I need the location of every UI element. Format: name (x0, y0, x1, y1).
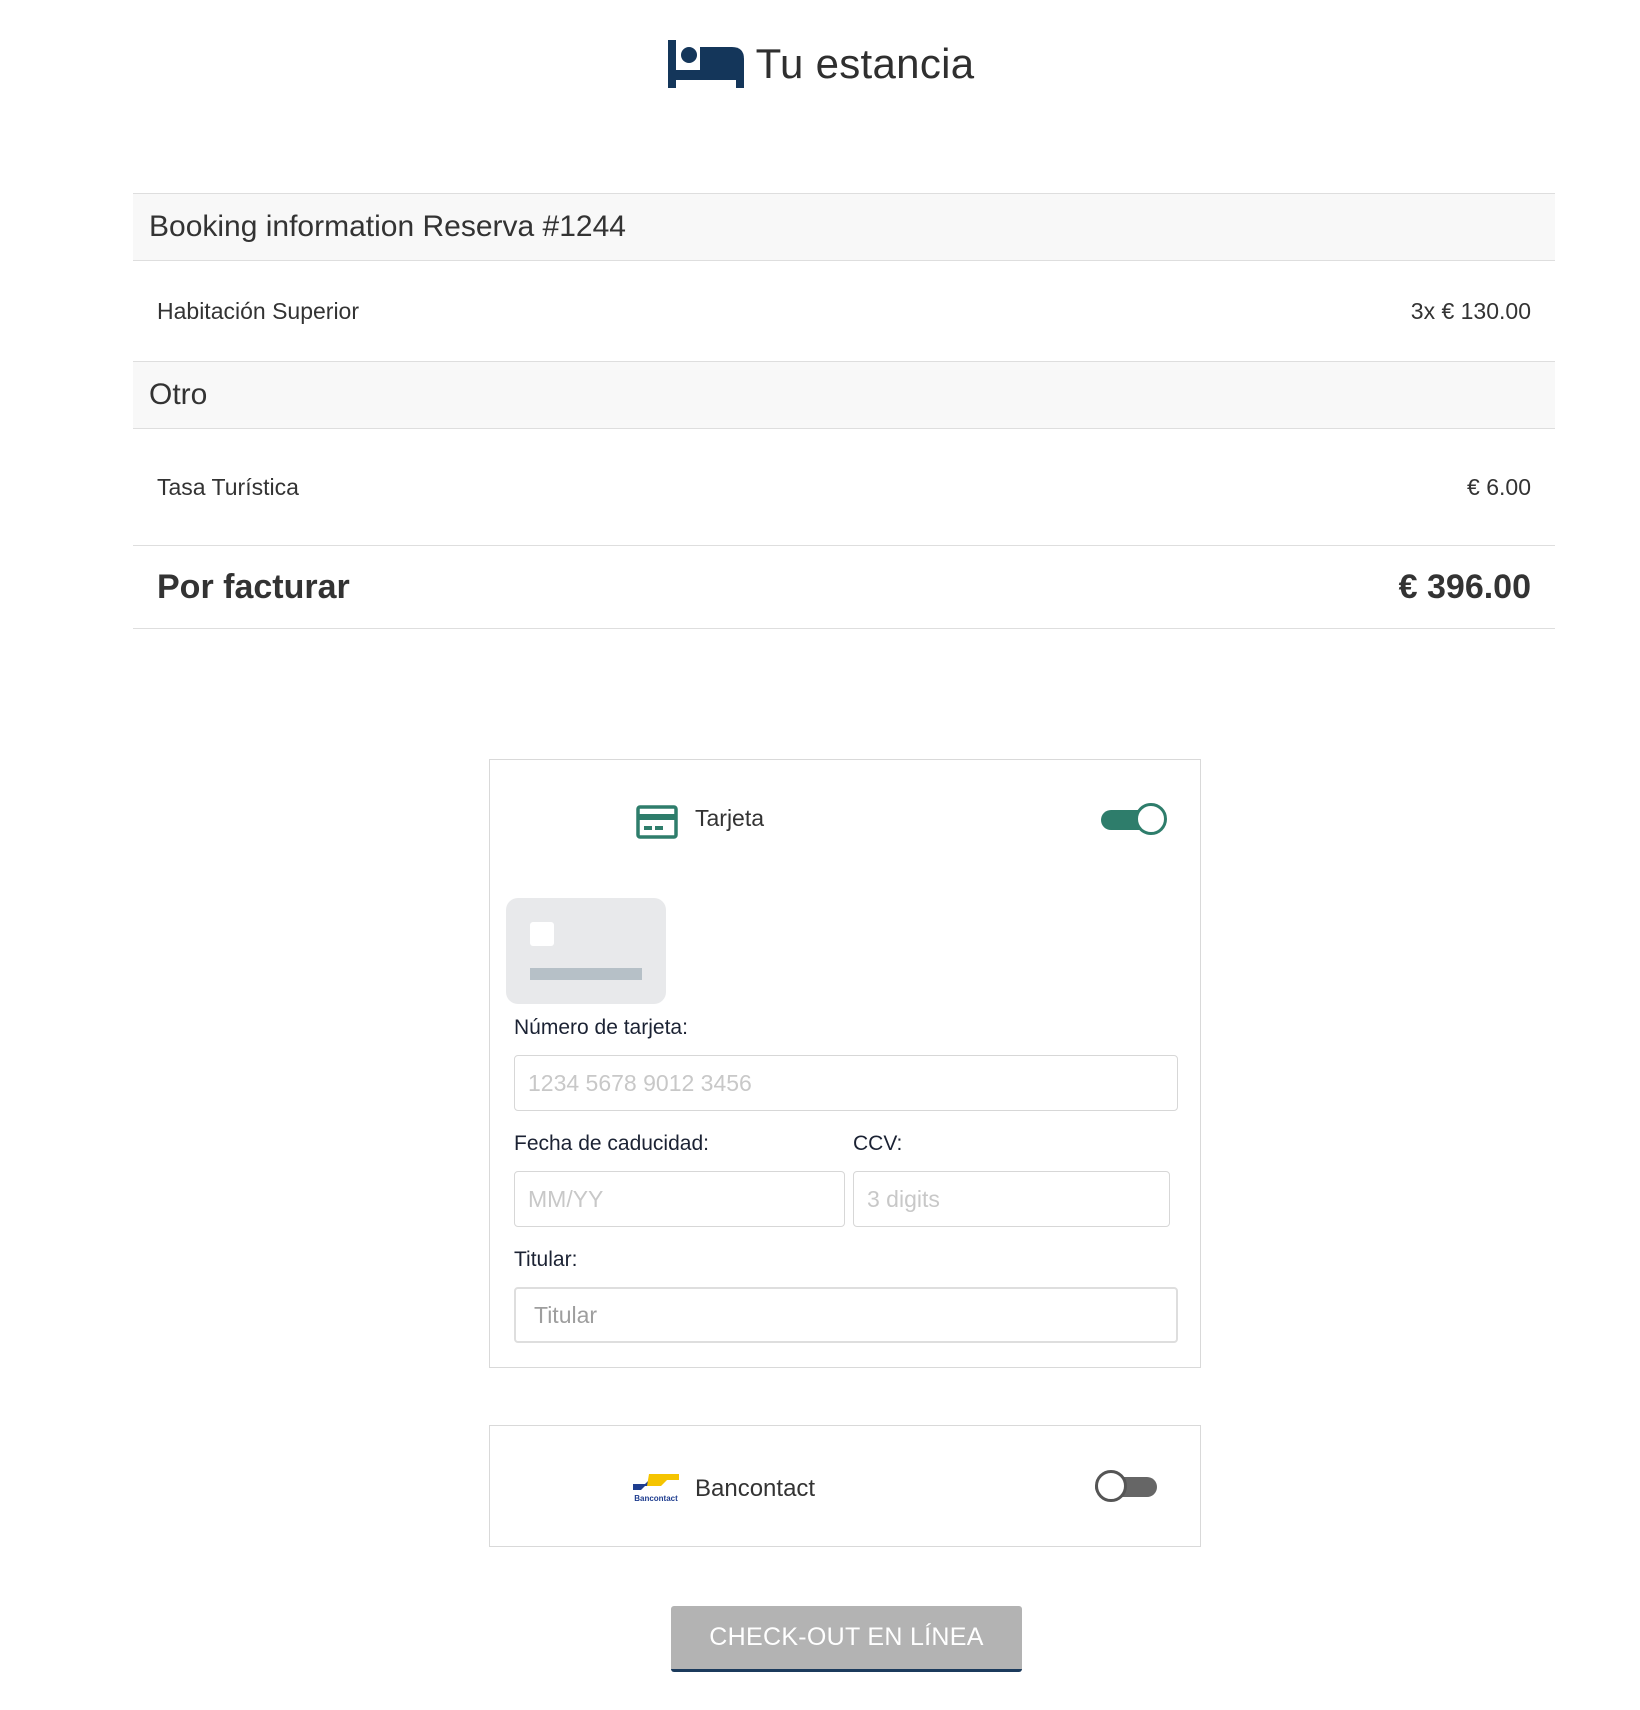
total-amount: € 396.00 (1398, 567, 1531, 606)
tax-label: Tasa Turística (157, 473, 299, 500)
bancontact-toggle[interactable] (1095, 1470, 1161, 1500)
tax-price: € 6.00 (1467, 473, 1531, 500)
page-header (0, 38, 1640, 90)
bancontact-payment-panel (489, 1425, 1201, 1547)
card-payment-header (490, 760, 1200, 882)
bancontact-method-label: Bancontact (695, 1475, 816, 1502)
room-line-item (133, 261, 1555, 361)
total-label: Por facturar (157, 567, 350, 606)
card-strip (530, 968, 642, 980)
card-toggle-knob (1135, 803, 1167, 835)
page-title: Tu estancia (755, 40, 975, 87)
tax-line-item (133, 429, 1555, 545)
ccv-label: CCV: (853, 1132, 903, 1155)
checkout-online-button[interactable]: CHECK-OUT EN LÍNEA (671, 1606, 1022, 1672)
card-method-label: Tarjeta (695, 805, 765, 831)
bancontact-logo-icon (631, 1470, 681, 1504)
ccv-input[interactable] (853, 1171, 1170, 1227)
room-price: 3x € 130.00 (1410, 297, 1531, 324)
card-chip-icon (530, 922, 554, 946)
credit-card-icon (636, 805, 678, 839)
holder-input[interactable] (514, 1287, 1178, 1343)
card-illustration (506, 898, 666, 1004)
other-heading: Otro (133, 361, 1555, 429)
card-number-label: Número de tarjeta: (514, 1016, 688, 1039)
room-label: Habitación Superior (157, 297, 360, 324)
expiry-label: Fecha de caducidad: (514, 1132, 709, 1155)
total-row (133, 545, 1555, 629)
bed-icon (666, 38, 746, 90)
bancontact-logo-text: Bancontact (634, 1494, 678, 1503)
booking-info-heading: Booking information Reserva #1244 (133, 193, 1555, 261)
card-toggle[interactable] (1101, 803, 1167, 833)
expiry-input[interactable] (514, 1171, 845, 1227)
card-payment-panel (489, 759, 1201, 1368)
card-number-input[interactable] (514, 1055, 1178, 1111)
booking-summary (133, 193, 1555, 629)
bancontact-payment-header (490, 1426, 1200, 1548)
holder-label: Titular: (514, 1248, 578, 1271)
bancontact-toggle-knob (1095, 1470, 1127, 1502)
